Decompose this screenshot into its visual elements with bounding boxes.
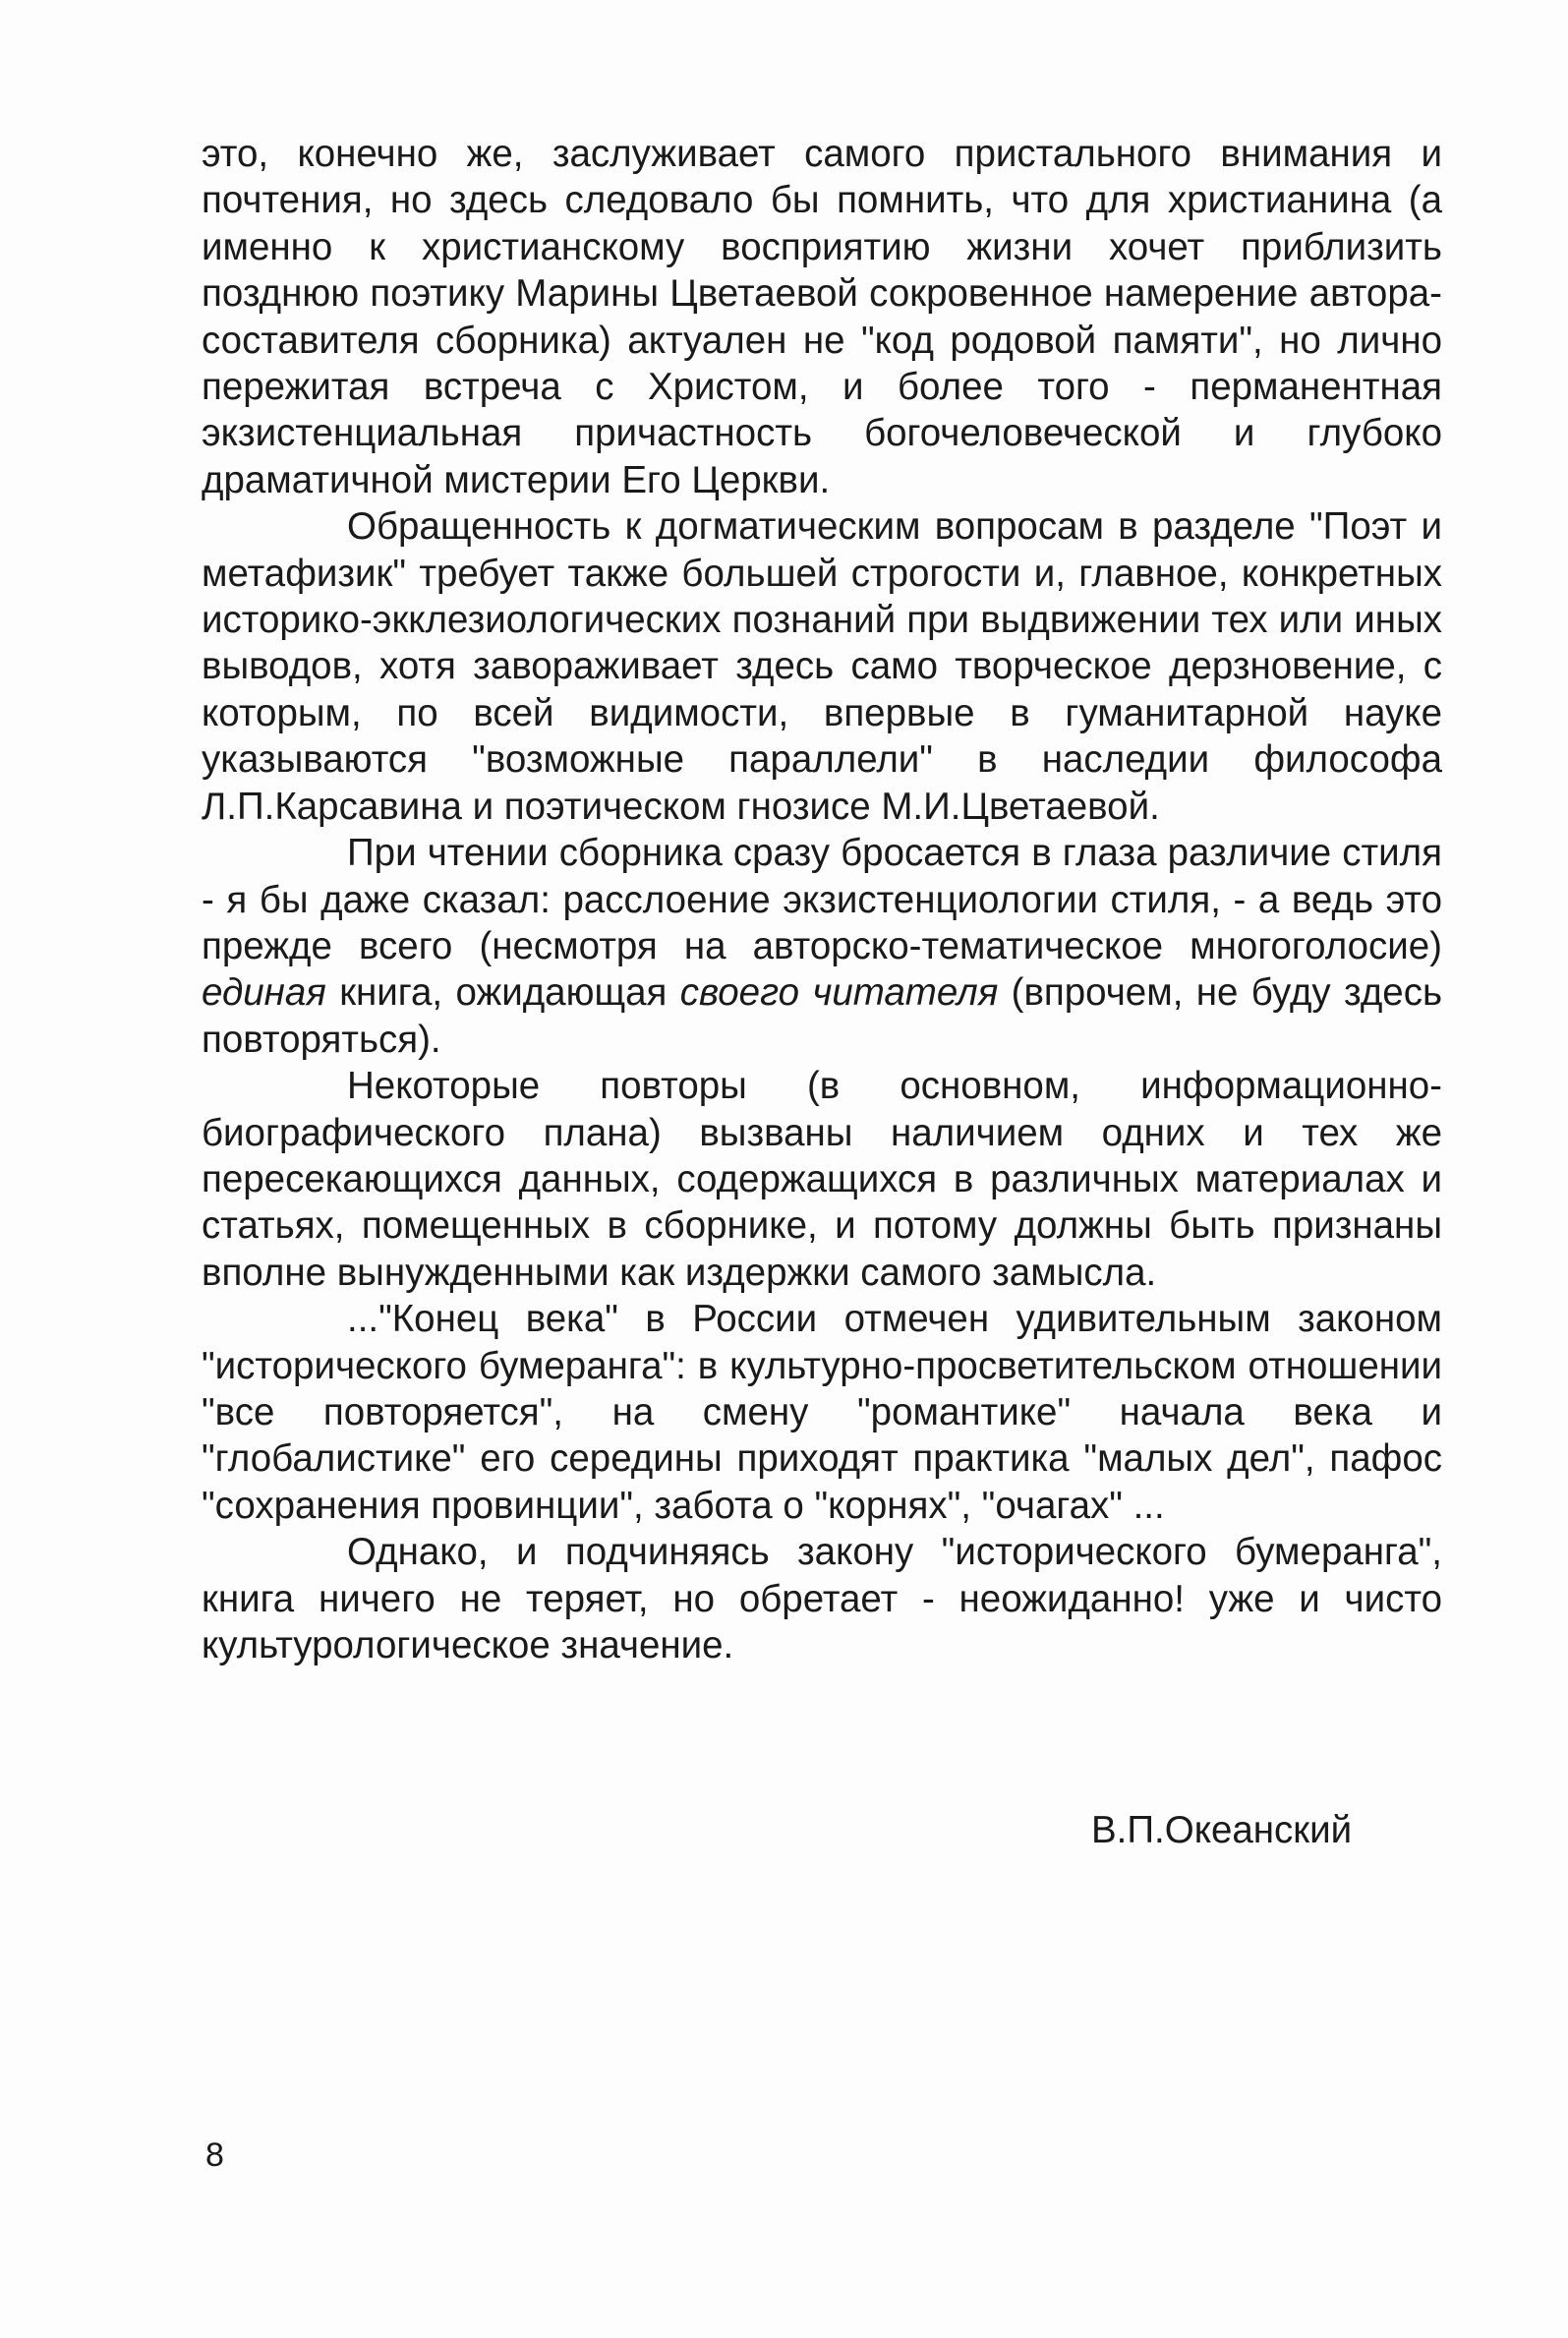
page-number: 8 — [205, 2136, 224, 2174]
emphasis-unified: единая — [202, 971, 326, 1015]
emphasis-own-reader: своего читателя — [679, 971, 999, 1015]
paragraph-4: Некоторые повторы (в основном, информационно-биографического плана) вызваны наличием одних и тех же пересекающихся данных, содержащихся в различных материалах и статьях, помещенных в сборнике, и потому должны быть признаны вполне вынужденными как издержки самого замысла. — [202, 1065, 1442, 1294]
paragraph-6: Однако, и подчиняясь закону "исторического бумеранга", книга ничего не теряет, но обретает - неожиданно! уже и чисто культурологическое значение. — [202, 1531, 1442, 1666]
paragraph-2: Обращенность к догматическим вопросам в разделе "Поэт и метафизик" требует также большей строгости и, главное, конкретных историко-экклезиологических познаний при выдвижении тех или иных выводов, хотя завораживает здесь само творческое дерзновение, с которым, по всей видимости, впервые в гуманитарной науке указываются "возможные параллели" в наследии философа Л.П.Карсавина и поэтическом гнозисе М.И.Цветаевой. — [202, 505, 1442, 828]
paragraph-5: ..."Конец века" в России отмечен удивительным законом "исторического бумеранга": в культурно-просветительском отношении "все повторяется", на смену "романтике" начала века и "глобалистике" его середины приходят практика "малых дел", пафос "сохранения провинции", забота о "корнях", "очагах" ... — [202, 1298, 1442, 1527]
paragraph-3-part-3: (впрочем, не буду здесь повторяться). — [202, 971, 1443, 1061]
paragraph-3-part-1: При чтении сборника сразу бросается в глаза различие стиля - я бы даже сказал: расслоение экзистенциологии стиля, - а ведь это прежде всего (несмотря на авторско-тематическое многоголосие) — [202, 832, 1442, 967]
body-text — [202, 131, 1442, 1668]
author-signature: В.П.Океанский — [1091, 1809, 1353, 1851]
paragraph-3 — [202, 830, 1442, 1063]
paragraph-1: это, конечно же, заслуживает самого пристального внимания и почтения, но здесь следовало бы помнить, что для христианина (а именно к христианскому восприятию жизни хочет приблизить позднюю поэтику Марины Цветаевой сокровенное намерение автора-составителя сборника) актуален не "код родовой памяти", но лично пережитая встреча с Христом, и более того - перманентная экзистенциальная причастность богочеловеческой и глубоко драматичной мистерии Его Церкви. — [202, 133, 1442, 501]
paragraph-3-part-2: книга, ожидающая — [325, 971, 680, 1015]
